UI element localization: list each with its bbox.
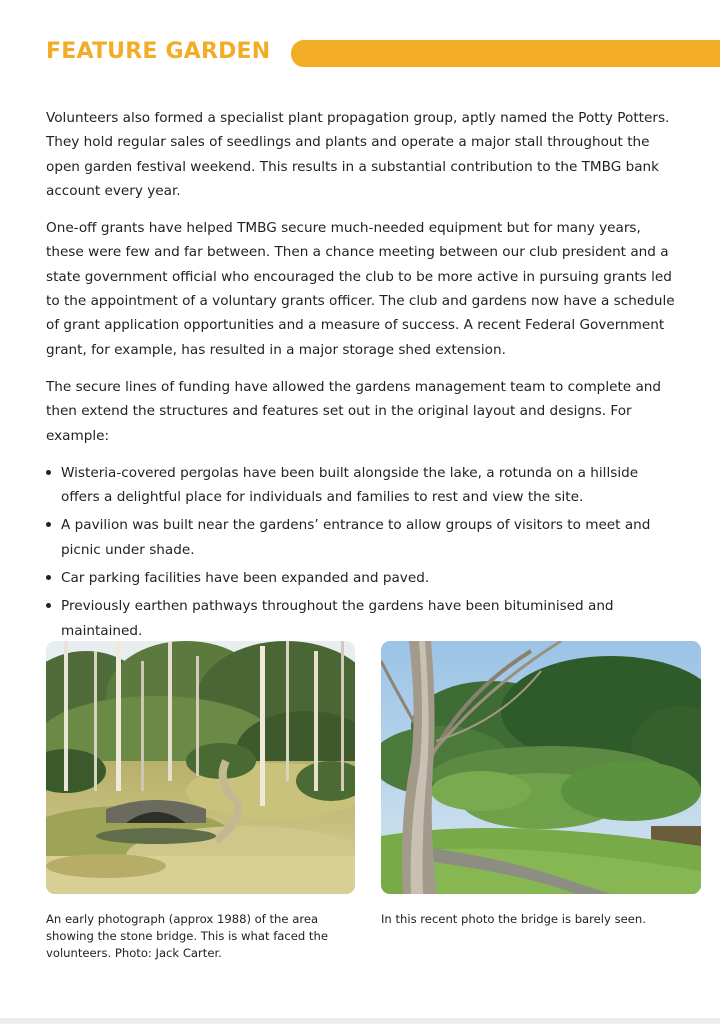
paragraph: Volunteers also formed a specialist plant propagation group, aptly named the Potty Potters. They hold regular sales of seedlings and plants and operate a major stall throughout the open garden festival weekend. This results in a substantial contribution to the TMBG bank account every year. [46,110,670,199]
bullet-dot-icon [46,470,51,475]
bullet-text: A pavilion was built near the gardens’ entrance to allow groups of visitors to meet and picnic under shade. [61,517,651,558]
photo-caption: In this recent photo the bridge is barely seen. [381,912,646,926]
page-title: FEATURE GARDEN [46,39,271,64]
bullet-item [46,594,676,643]
photo-caption: An early photograph (approx 1988) of the area showing the stone bridge. This is what faced the volunteers. Photo: Jack Carter. [46,912,328,960]
bullet-item [46,461,676,510]
bullet-text: Wisteria-covered pergolas have been built alongside the lake, a rotunda on a hillside offers a delightful place for individuals and families to rest and view the site. [61,464,639,506]
bullet-list [46,461,676,643]
page-bottom-border [0,1018,720,1024]
bullet-dot-icon [46,575,51,580]
bullet-text: Previously earthen pathways throughout the gardens have been bituminised and maintained. [61,598,614,639]
bullet-text: Car parking facilities have been expanded and paved. [61,570,430,587]
bullet-dot-icon [46,603,51,608]
bullet-item [46,513,676,562]
paragraph: The secure lines of funding have allowed the gardens management team to complete and then extend the structures and features set out in the original layout and designs. For example: [46,378,662,444]
paragraph: One-off grants have helped TMBG secure much-needed equipment but for many years, these were few and far between. Then a chance meeting between our club president and a state government official who encouraged the club to be more active in pursuing grants led to the appointment of a voluntary grants officer. The club and gardens now have a schedule of grant application opportunities and a measure of success. A recent Federal Government grant, for example, has resulted in a major storage shed extension. [46,220,675,358]
bullet-dot-icon [46,522,51,527]
recent-garden-photo [381,641,701,894]
article-body [46,106,676,647]
early-garden-photo [46,641,355,894]
header-accent-bar [291,40,720,67]
page-header [0,0,720,90]
bullet-item [46,566,676,590]
